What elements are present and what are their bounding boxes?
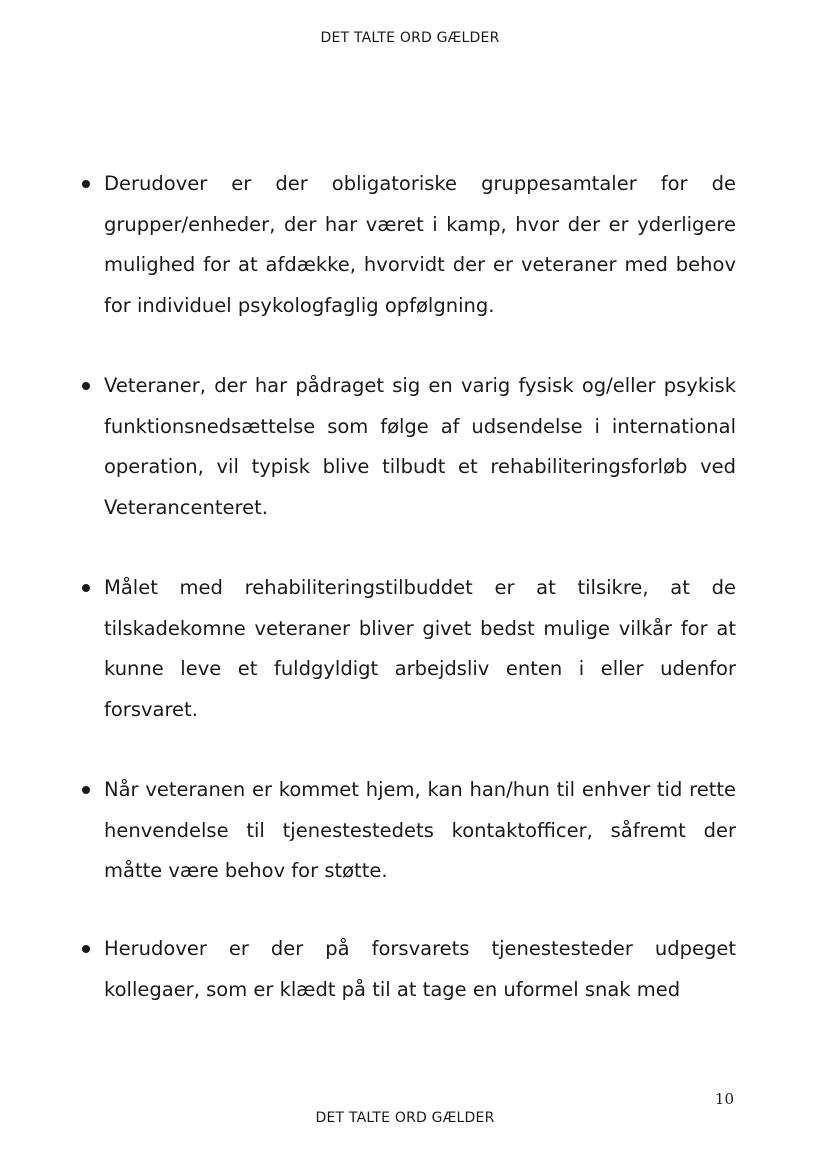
bullet-icon <box>82 382 90 390</box>
page-number: 10 <box>714 1090 734 1108</box>
bullet-text: Når veteranen er kommet hjem, kan han/hun til enhver tid rette henvendelse til tjenestestedets kontaktofficer, såfremt der måtte være behov for støtte. <box>104 778 736 882</box>
bullet-text: Derudover er der obligatoriske gruppesamtaler for de grupper/enheder, der har været i kamp, hvor der er yderligere mulighed for at afdække, hvorvidt der er veteraner med behov for individuel psykologfaglig opfølgning. <box>104 172 736 317</box>
bullet-icon <box>82 786 90 794</box>
bullet-text: Veteraner, der har pådraget sig en varig fysisk og/eller psykisk funktionsnedsættelse som følge af udsendelse i international operation, vil typisk blive tilbudt et rehabiliteringsforløb ved Veterancenteret. <box>104 374 736 519</box>
bullet-icon <box>82 180 90 188</box>
bullet-text: Målet med rehabiliteringstilbuddet er at tilsikre, at de tilskadekomne veteraner bliver givet bedst mulige vilkår for at kunne leve et fuldgyldigt arbejdsliv enten i eller udenfor forsvaret. <box>104 576 736 721</box>
bullet-icon <box>82 584 90 592</box>
bullet-text: Herudover er der på forsvarets tjenestesteder udpeget kollegaer, som er klædt på til at tage en uformel snak med <box>104 937 736 1001</box>
page-header: DET TALTE ORD GÆLDER <box>320 30 500 46</box>
page-footer: DET TALTE ORD GÆLDER <box>315 1110 495 1126</box>
bullet-icon <box>82 945 90 953</box>
